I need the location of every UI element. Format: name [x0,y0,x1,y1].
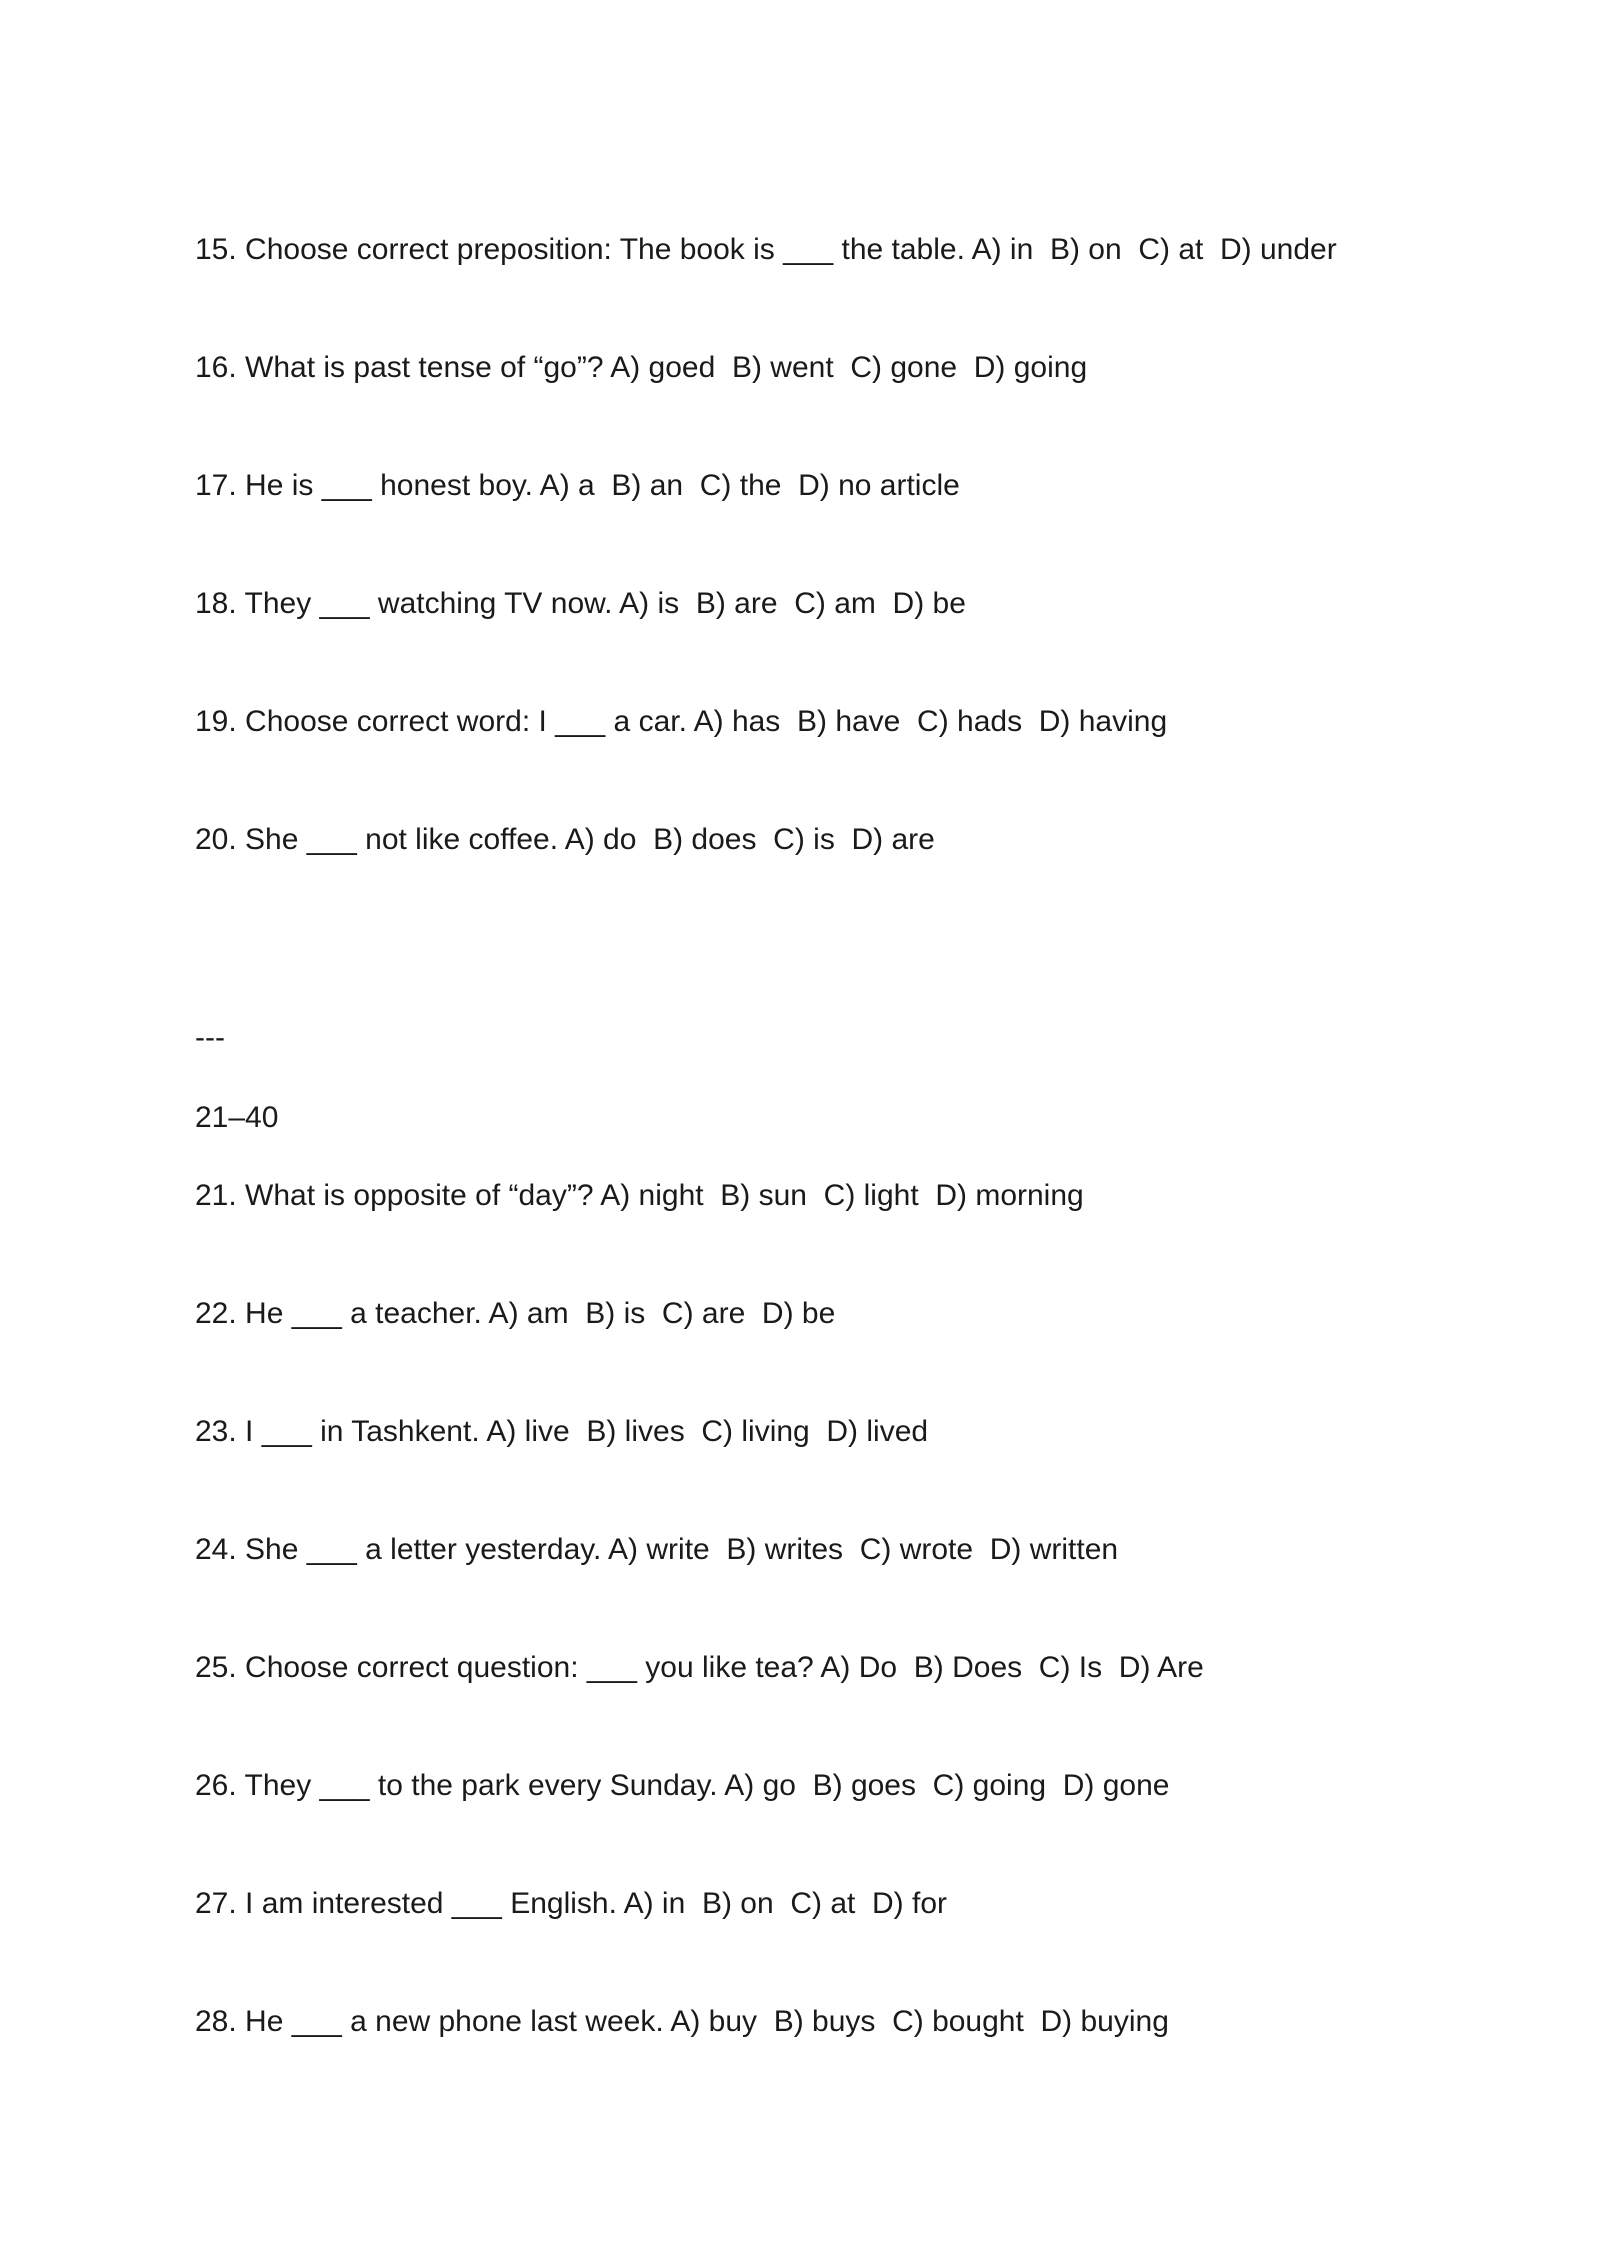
question-20: 20. She ___ not like coffee. A) do B) does C) is D) are [195,823,935,856]
question-23: 23. I ___ in Tashkent. A) live B) lives C) living D) lived [195,1415,929,1448]
separator: --- [195,1021,225,1054]
question-18: 18. They ___ watching TV now. A) is B) are C) am D) be [195,587,966,620]
question-17: 17. He is ___ honest boy. A) a B) an C) the D) no article [195,469,960,502]
question-22: 22. He ___ a teacher. A) am B) is C) are D) be [195,1297,836,1330]
question-16: 16. What is past tense of “go”? A) goed B) went C) gone D) going [195,351,1088,384]
question-27: 27. I am interested ___ English. A) in B) on C) at D) for [195,1887,948,1920]
section-heading: 21–40 [195,1101,279,1134]
question-24: 24. She ___ a letter yesterday. A) write B) writes C) wrote D) written [195,1533,1119,1566]
question-25: 25. Choose correct question: ___ you like tea? A) Do B) Does C) Is D) Are [195,1651,1204,1684]
question-15: 15. Choose correct preposition: The book is ___ the table. A) in B) on C) at D) under [195,233,1337,266]
question-19: 19. Choose correct word: I ___ a car. A) has B) have C) hads D) having [195,705,1168,738]
question-21: 21. What is opposite of “day”? A) night B) sun C) light D) morning [195,1179,1084,1212]
question-28: 28. He ___ a new phone last week. A) buy B) buys C) bought D) buying [195,2005,1169,2038]
question-26: 26. They ___ to the park every Sunday. A) go B) goes C) going D) gone [195,1769,1170,1802]
